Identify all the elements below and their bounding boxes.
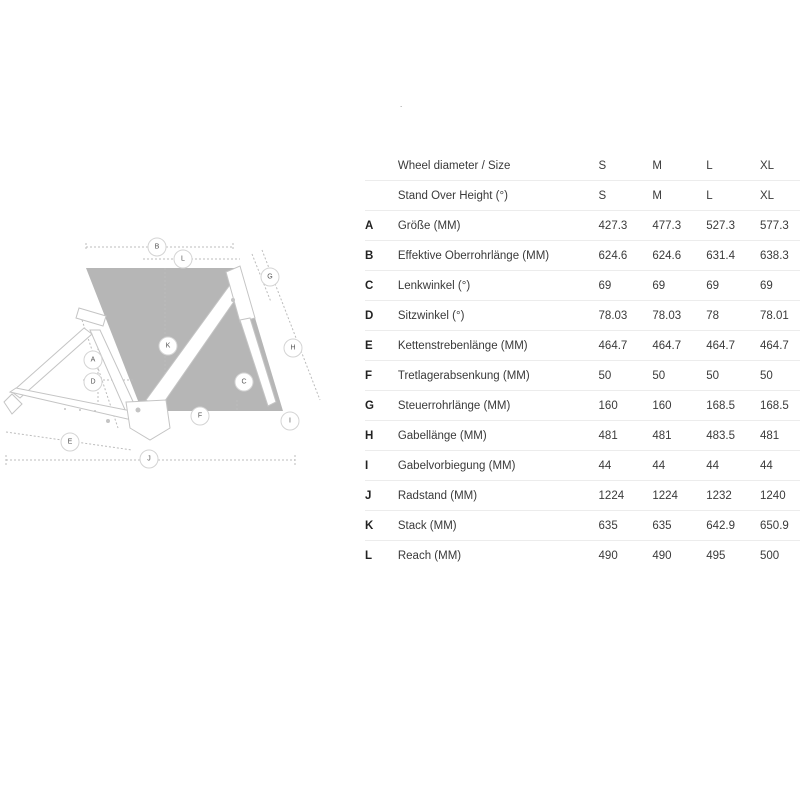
table-cell: 78.03 — [652, 301, 706, 331]
table-cell: 624.6 — [652, 241, 706, 271]
table-cell: 78.03 — [599, 301, 653, 331]
small-dot-mark: . — [400, 100, 403, 109]
row-label: Effektive Oberrohrlänge (MM) — [398, 241, 599, 271]
table-cell: 69 — [599, 271, 653, 301]
label-i — [281, 412, 299, 430]
table-cell: 495 — [706, 549, 726, 562]
label-e — [61, 433, 79, 451]
row-label: Radstand (MM) — [398, 481, 599, 511]
table-cell: 490 — [598, 549, 618, 562]
table-cell: 160 — [599, 391, 653, 421]
table-cell: 650.9 — [760, 511, 800, 541]
table-row — [365, 241, 800, 271]
header-size-s: S — [599, 151, 653, 181]
table-cell: 44 — [760, 451, 800, 481]
table-header-row — [365, 151, 800, 181]
table-cell: 1224 — [599, 481, 653, 511]
table-cell: 624.6 — [599, 241, 653, 271]
row-label: Tretlagerabsenkung (MM) — [398, 361, 599, 391]
svg-text:C: C — [241, 378, 247, 386]
row-letter: B — [365, 241, 398, 271]
table-cell: 638.3 — [760, 241, 800, 271]
table-cell: 635 — [599, 511, 653, 541]
table-cell: 427.3 — [599, 211, 653, 241]
table-cell: 500 — [760, 549, 780, 562]
table-cell: 50 — [652, 361, 706, 391]
table-cell: 1240 — [760, 481, 800, 511]
svg-text:G: G — [267, 273, 273, 281]
table-row — [365, 361, 800, 391]
table-cell: 483.5 — [706, 421, 760, 451]
table-cell: 69 — [652, 271, 706, 301]
row-letter: A — [365, 211, 398, 241]
svg-text:D: D — [90, 378, 96, 386]
bottom-bracket — [126, 400, 170, 440]
table-row — [365, 391, 800, 421]
header-size-l: L — [706, 151, 760, 181]
table-cell: 44 — [706, 451, 760, 481]
header-size-xl: XL — [760, 151, 800, 181]
row-label: Gabelvorbiegung (MM) — [398, 451, 599, 481]
label-c — [235, 373, 253, 391]
svg-text:F: F — [197, 412, 203, 420]
svg-text:B: B — [154, 243, 160, 251]
row-letter: L — [365, 549, 373, 562]
row-label: Reach (MM) — [397, 549, 462, 562]
table-cell: 168.5 — [760, 391, 800, 421]
table-cell: 527.3 — [706, 211, 760, 241]
row-letter: H — [365, 421, 398, 451]
row-letter: K — [365, 511, 398, 541]
row-label: Größe (MM) — [398, 211, 599, 241]
svg-text:H: H — [290, 344, 296, 352]
label-g — [261, 268, 279, 286]
table-row — [365, 541, 800, 571]
stand-over-label: Stand Over Height (°) — [398, 181, 599, 211]
row-letter: F — [365, 361, 398, 391]
table-cell: 631.4 — [706, 241, 760, 271]
row-letter: D — [365, 301, 398, 331]
table-cell: 78.01 — [760, 301, 800, 331]
label-f — [191, 407, 209, 425]
table-cell: 44 — [599, 451, 653, 481]
table-row — [365, 511, 800, 541]
table-cell: 50 — [760, 361, 800, 391]
table-cell: 44 — [652, 451, 706, 481]
label-l — [174, 250, 192, 268]
table-cell: 577.3 — [760, 211, 800, 241]
table-row — [365, 481, 800, 511]
header-label: Wheel diameter / Size — [398, 151, 599, 181]
svg-text:E: E — [67, 438, 73, 446]
table-cell: 1224 — [652, 481, 706, 511]
table-row — [365, 451, 800, 481]
table-cell: L — [706, 181, 760, 211]
row-label: Kettenstrebenlänge (MM) — [398, 331, 599, 361]
table-cell: 69 — [760, 271, 800, 301]
svg-text:A: A — [90, 356, 96, 364]
table-cell: 490 — [652, 549, 672, 562]
table-cell: 481 — [760, 421, 800, 451]
table-cell: 50 — [706, 361, 760, 391]
label-h — [284, 339, 302, 357]
table-cell: 168.5 — [706, 391, 760, 421]
table-cell: 481 — [599, 421, 653, 451]
table-row — [365, 271, 800, 301]
stand-over-row — [365, 181, 800, 211]
table-cell: 78 — [706, 301, 760, 331]
table-cell: 464.7 — [760, 331, 800, 361]
table-row — [365, 331, 800, 361]
row-label: Stack (MM) — [398, 511, 599, 541]
seat-stay — [12, 328, 92, 398]
svg-text:L: L — [181, 255, 185, 263]
label-d — [84, 373, 102, 391]
geometry-table — [365, 151, 800, 570]
seat-post — [76, 308, 106, 326]
label-j — [140, 450, 158, 468]
table-cell: 464.7 — [599, 331, 653, 361]
table-cell: M — [652, 181, 706, 211]
table-cell: 481 — [652, 421, 706, 451]
label-b — [148, 238, 166, 256]
row-label: Gabellänge (MM) — [398, 421, 599, 451]
row-label: Steuerrohrlänge (MM) — [398, 391, 599, 421]
svg-text:J: J — [147, 455, 151, 463]
row-label: Lenkwinkel (°) — [398, 271, 599, 301]
row-letter: J — [365, 481, 398, 511]
table-cell: 160 — [652, 391, 706, 421]
row-letter: I — [365, 451, 398, 481]
table-cell: 69 — [706, 271, 760, 301]
row-letter: G — [365, 391, 398, 421]
table-cell: 635 — [652, 511, 706, 541]
table-cell: 464.7 — [706, 331, 760, 361]
svg-text:K: K — [165, 342, 171, 350]
table-cell: 477.3 — [652, 211, 706, 241]
svg-text:I: I — [289, 417, 291, 425]
row-letter: E — [365, 331, 398, 361]
table-cell: S — [599, 181, 653, 211]
header-size-m: M — [652, 151, 706, 181]
label-a — [84, 351, 102, 369]
table-cell: 50 — [599, 361, 653, 391]
table-cell: 1232 — [706, 481, 760, 511]
label-k — [159, 337, 177, 355]
row-label: Sitzwinkel (°) — [398, 301, 599, 331]
table-row — [365, 301, 800, 331]
table-cell: 464.7 — [652, 331, 706, 361]
table-cell: XL — [760, 181, 800, 211]
table-row — [365, 211, 800, 241]
table-cell: 642.9 — [706, 511, 760, 541]
row-letter: C — [365, 271, 398, 301]
table-row — [365, 421, 800, 451]
